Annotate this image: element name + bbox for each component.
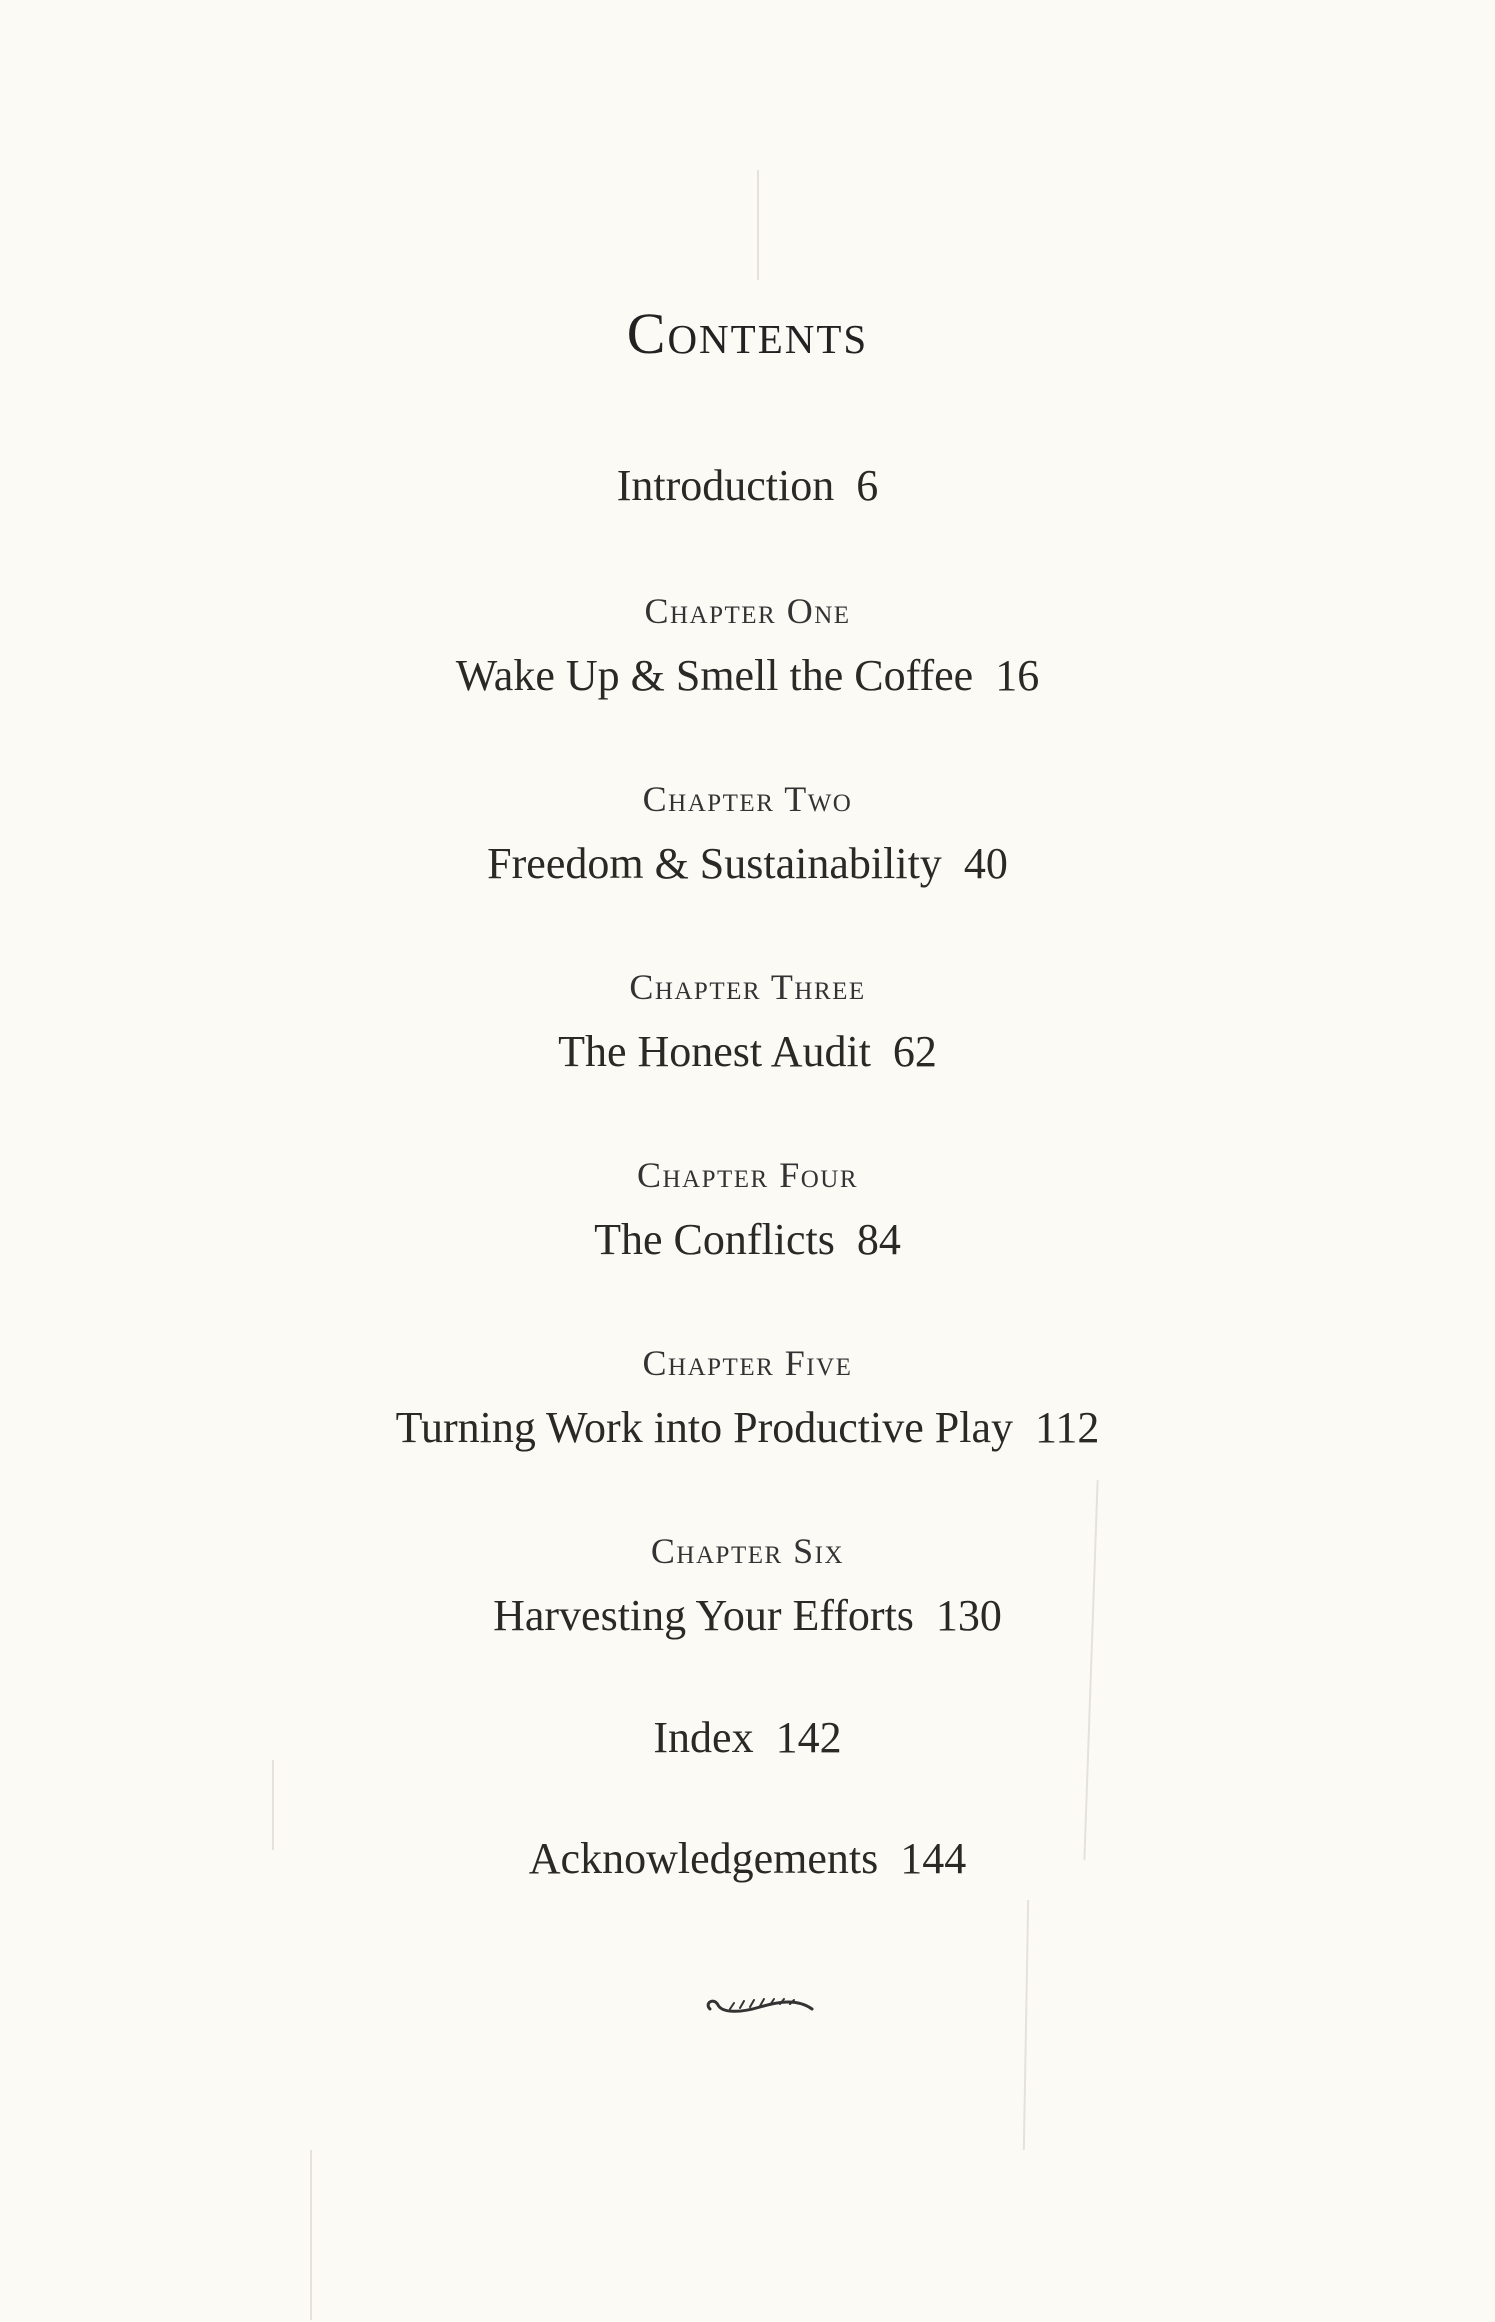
entry-page-number: 16 [995, 651, 1040, 700]
scan-artifact [1023, 1900, 1029, 2150]
chapter-label-five: Chapter Five [642, 1343, 853, 1383]
entry-title: The Conflicts [594, 1215, 835, 1264]
entry-title: Index [653, 1713, 754, 1762]
entry-title: The Honest Audit [558, 1027, 871, 1076]
flourish-ornament-icon [700, 1985, 820, 2025]
toc-entry-index [0, 1712, 1495, 1763]
toc-entry-chapter-four [0, 1214, 1495, 1265]
entry-page-number: 62 [892, 1027, 937, 1076]
entry-title: Introduction [616, 461, 835, 510]
toc-entry-chapter-two [0, 838, 1495, 889]
entry-page-number: 40 [963, 839, 1008, 888]
entry-title: Turning Work into Productive Play [395, 1403, 1013, 1452]
entry-title: Freedom & Sustainability [487, 839, 942, 888]
entry-page-number: 144 [900, 1834, 967, 1883]
entry-page-number: 142 [775, 1713, 842, 1762]
toc-entry-chapter-one [0, 650, 1495, 701]
entry-page-number: 130 [935, 1591, 1002, 1640]
entry-page-number: 84 [856, 1215, 901, 1264]
toc-entry-chapter-five [0, 1402, 1495, 1453]
entry-title: Acknowledgements [528, 1834, 879, 1883]
entry-page-number: 112 [1035, 1403, 1100, 1452]
toc-entry-chapter-three [0, 1026, 1495, 1077]
toc-entry-acknowledgements [0, 1833, 1495, 1884]
entry-title: Harvesting Your Efforts [493, 1591, 914, 1640]
entry-page-number: 6 [856, 461, 879, 510]
chapter-label-two: Chapter Two [642, 779, 853, 819]
toc-entry-introduction [0, 460, 1495, 511]
scan-artifact [757, 170, 759, 280]
entry-title: Wake Up & Smell the Coffee [455, 651, 974, 700]
chapter-label-one: Chapter One [644, 591, 851, 631]
chapter-label-four: Chapter Four [636, 1155, 859, 1195]
scan-artifact [310, 2150, 312, 2320]
contents-heading: Contents [626, 301, 869, 366]
chapter-label-six: Chapter Six [650, 1531, 845, 1571]
toc-entry-chapter-six [0, 1590, 1495, 1641]
chapter-label-three: Chapter Three [629, 967, 866, 1007]
